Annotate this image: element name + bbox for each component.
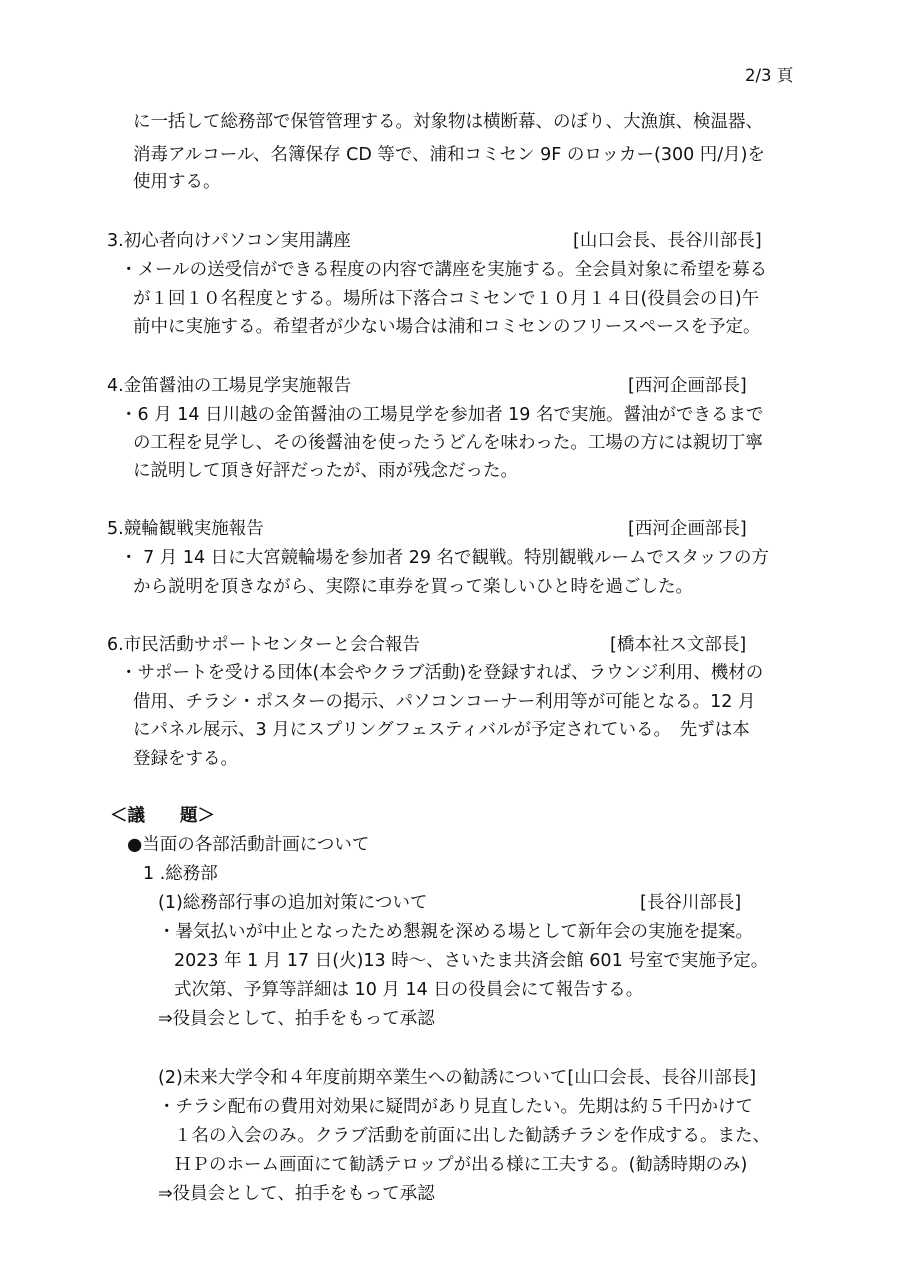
section-person: [山口会長、長谷川部長] <box>573 231 762 251</box>
agenda-item-line: ＨＰのホーム画面にて勧誘テロップが出る様に工夫する。(勧誘時期のみ) <box>174 1155 748 1175</box>
section-person: [橋本社ス文部長] <box>610 635 747 655</box>
report-line: にパネル展示、3 月にスプリングフェスティバルが予定されている。 先ずは本 <box>133 720 750 740</box>
report-line: 借用、チラシ・ポスターの掲示、パソコンコーナー利用等が可能となる。12 月 <box>133 692 756 712</box>
continuation-line: に一括して総務部で保管管理する。対象物は横断幕、のぼり、大漁旗、検温器、 <box>133 112 763 132</box>
report-line: の工程を見学し、その後醤油を使ったうどんを味わった。工場の方には親切丁寧 <box>133 433 763 453</box>
report-line: ・メールの送受信ができる程度の内容で講座を実施する。全会員対象に希望を募る <box>120 260 768 280</box>
report-line: に説明して頂き好評だったが、雨が残念だった。 <box>133 461 518 481</box>
section-title: 4.金笛醤油の工場見学実施報告 <box>107 376 352 396</box>
report-line: ・6 月 14 日川越の金笛醤油の工場見学を参加者 19 名で実施。醤油ができるまで <box>120 405 764 425</box>
section-title: 6.市民活動サポートセンターと会合報告 <box>107 635 420 655</box>
report-line: 前中に実施する。希望者が少ない場合は浦和コミセンのフリースペースを予定。 <box>133 317 761 337</box>
section-person: [西河企画部長] <box>628 519 747 539</box>
agenda-item-line: 式次第、予算等詳細は 10 月 14 日の役員会にて報告する。 <box>174 980 644 1000</box>
agenda-topic: ●当面の各部活動計画について <box>127 835 370 855</box>
report-line: から説明を頂きながら、実際に車券を買って楽しいひと時を過ごした。 <box>133 577 693 597</box>
agenda-item-line: ・チラシ配布の費用対効果に疑問があり見直したい。先期は約５千円かけて <box>158 1097 753 1117</box>
section-title: 3.初心者向けパソコン実用講座 <box>107 231 351 251</box>
section-title: 5.競輪観戦実施報告 <box>107 519 264 539</box>
agenda-item-person: [長谷川部長] <box>640 893 742 913</box>
agenda-item-result: ⇒役員会として、拍手をもって承認 <box>158 1184 435 1204</box>
agenda-item-title: (2)未来大学令和４年度前期卒業生への勧誘について[山口会長、長谷川部長] <box>158 1068 757 1088</box>
report-line: が１回１０名程度とする。場所は下落合コミセンで１０月１４日(役員会の日)午 <box>133 289 760 309</box>
agenda-item-line: ・暑気払いが中止となったため懇親を深める場として新年会の実施を提案。 <box>158 922 753 942</box>
report-line: 登録をする。 <box>133 749 238 769</box>
report-line: ・サポートを受ける団体(本会やクラブ活動)を登録すれば、ラウンジ利用、機材の <box>120 663 764 683</box>
agenda-item-title: (1)総務部行事の追加対策について <box>158 893 428 913</box>
page-number: 2/3 頁 <box>745 66 794 85</box>
agenda-item-line: １名の入会のみ。クラブ活動を前面に出した勧誘チラシを作成する。また、 <box>174 1126 771 1146</box>
agenda-item-result: ⇒役員会として、拍手をもって承認 <box>158 1009 435 1029</box>
continuation-line: 消毒アルコール、名簿保存 CD 等で、浦和コミセン 9F のロッカー(300 円/月)を <box>133 145 766 165</box>
continuation-line: 使用する。 <box>133 172 221 192</box>
agenda-heading: ＜議 題＞ <box>110 806 215 826</box>
agenda-item-line: 2023 年 1 月 17 日(火)13 時～、さいたま共済会館 601 号室で実施予定。 <box>174 951 769 971</box>
report-line: ・ 7 月 14 日に大宮競輪場を参加者 29 名で観戦。特別観戦ルームでスタッフの方 <box>120 548 770 568</box>
section-person: [西河企画部長] <box>628 376 747 396</box>
agenda-section: 1 .総務部 <box>143 864 218 884</box>
